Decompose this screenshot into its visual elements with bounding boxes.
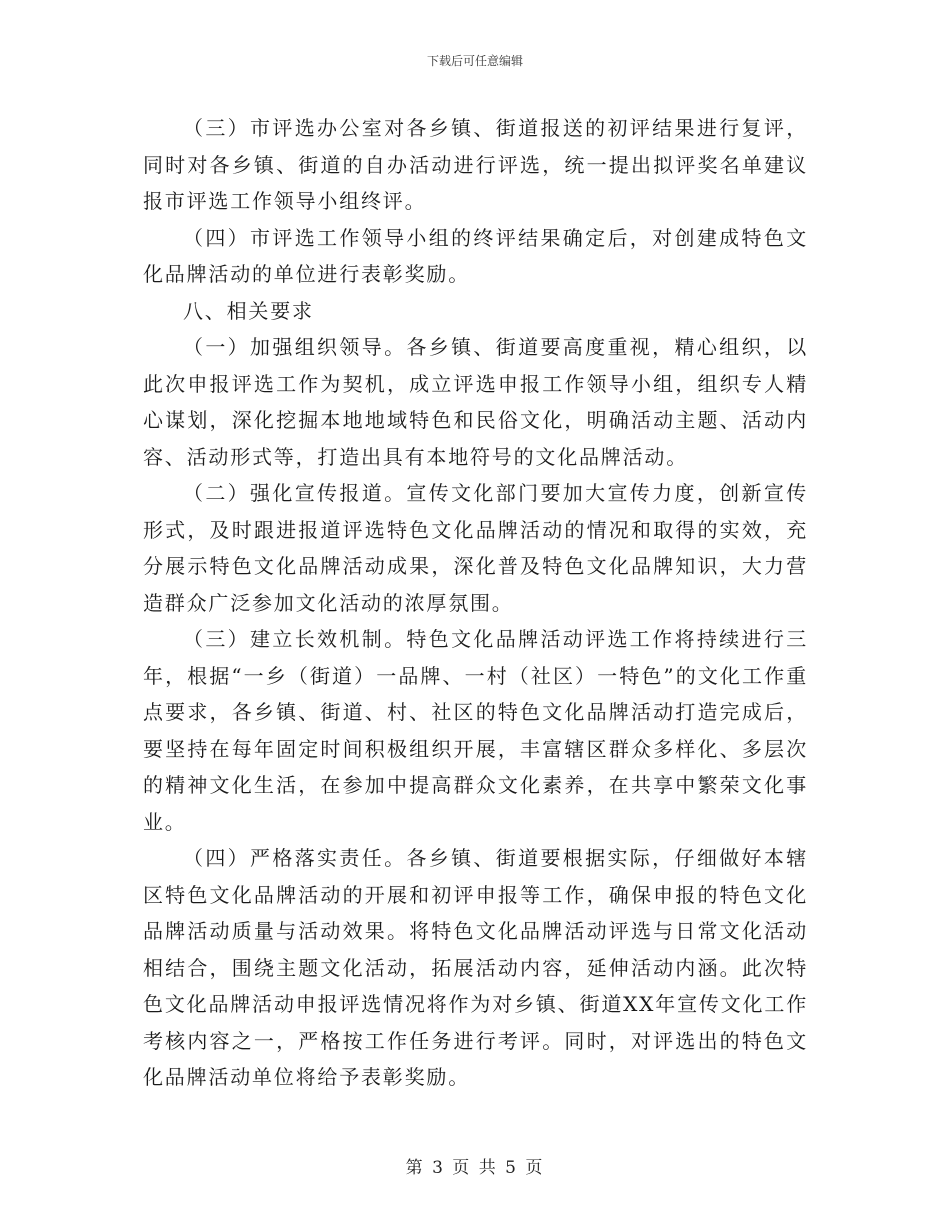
- document-body: [143, 110, 808, 1096]
- page-header: 下载后可任意编辑: [426, 54, 523, 68]
- paragraph-long-term-mechanism: （三）建立长效机制。特色文化品牌活动评选工作将持续进行三年，根据“一乡（街道）一品牌、一村（社区）一特色”的文化工作重点要求，各乡镇、街道、村、社区的特色文化品牌活动打造完成后，要坚持在每年固定时间积极组织开展，丰富辖区群众多样化、多层次的精神文化生活，在参加中提高群众文化素养，在共享中繁荣文化事业。: [143, 627, 808, 834]
- section-heading-requirements: 八、相关要求: [183, 298, 314, 323]
- paragraph-publicity: （二）强化宣传报道。宣传文化部门要加大宣传力度，创新宣传形式，及时跟进报道评选特色文化品牌活动的情况和取得的实效，充分展示特色文化品牌活动成果，深化普及特色文化品牌知识，大力营造群众广泛参加文化活动的浓厚氛围。: [143, 481, 808, 615]
- page-number: 第 3 页 共 5 页: [405, 1158, 545, 1178]
- paragraph-leadership: （一）加强组织领导。各乡镇、街道要高度重视，精心组织，以此次申报评选工作为契机，成立评选申报工作领导小组，组织专人精心谋划，深化挖掘本地地域特色和民俗文化，明确活动主题、活动内容、活动形式等，打造出具有本地符号的文化品牌活动。: [143, 335, 808, 469]
- paragraph-review: （三）市评选办公室对各乡镇、街道报送的初评结果进行复评，同时对各乡镇、街道的自办活动进行评选，统一提出拟评奖名单建议报市评选工作领导小组终评。: [143, 116, 808, 213]
- paragraph-final-review: （四）市评选工作领导小组的终评结果确定后，对创建成特色文化品牌活动的单位进行表彰奖励。: [143, 225, 808, 286]
- paragraph-responsibility: （四）严格落实责任。各乡镇、街道要根据实际，仔细做好本辖区特色文化品牌活动的开展和初评申报等工作，确保申报的特色文化品牌活动质量与活动效果。将特色文化品牌活动评选与日常文化活动相结合，围绕主题文化活动，拓展活动内容，延伸活动内涵。此次特色文化品牌活动申报评选情况将作为对乡镇、街道XX年宣传文化工作考核内容之一，严格按工作任务进行考评。同时，对评选出的特色文化品牌活动单位将给予表彰奖励。: [143, 846, 808, 1089]
